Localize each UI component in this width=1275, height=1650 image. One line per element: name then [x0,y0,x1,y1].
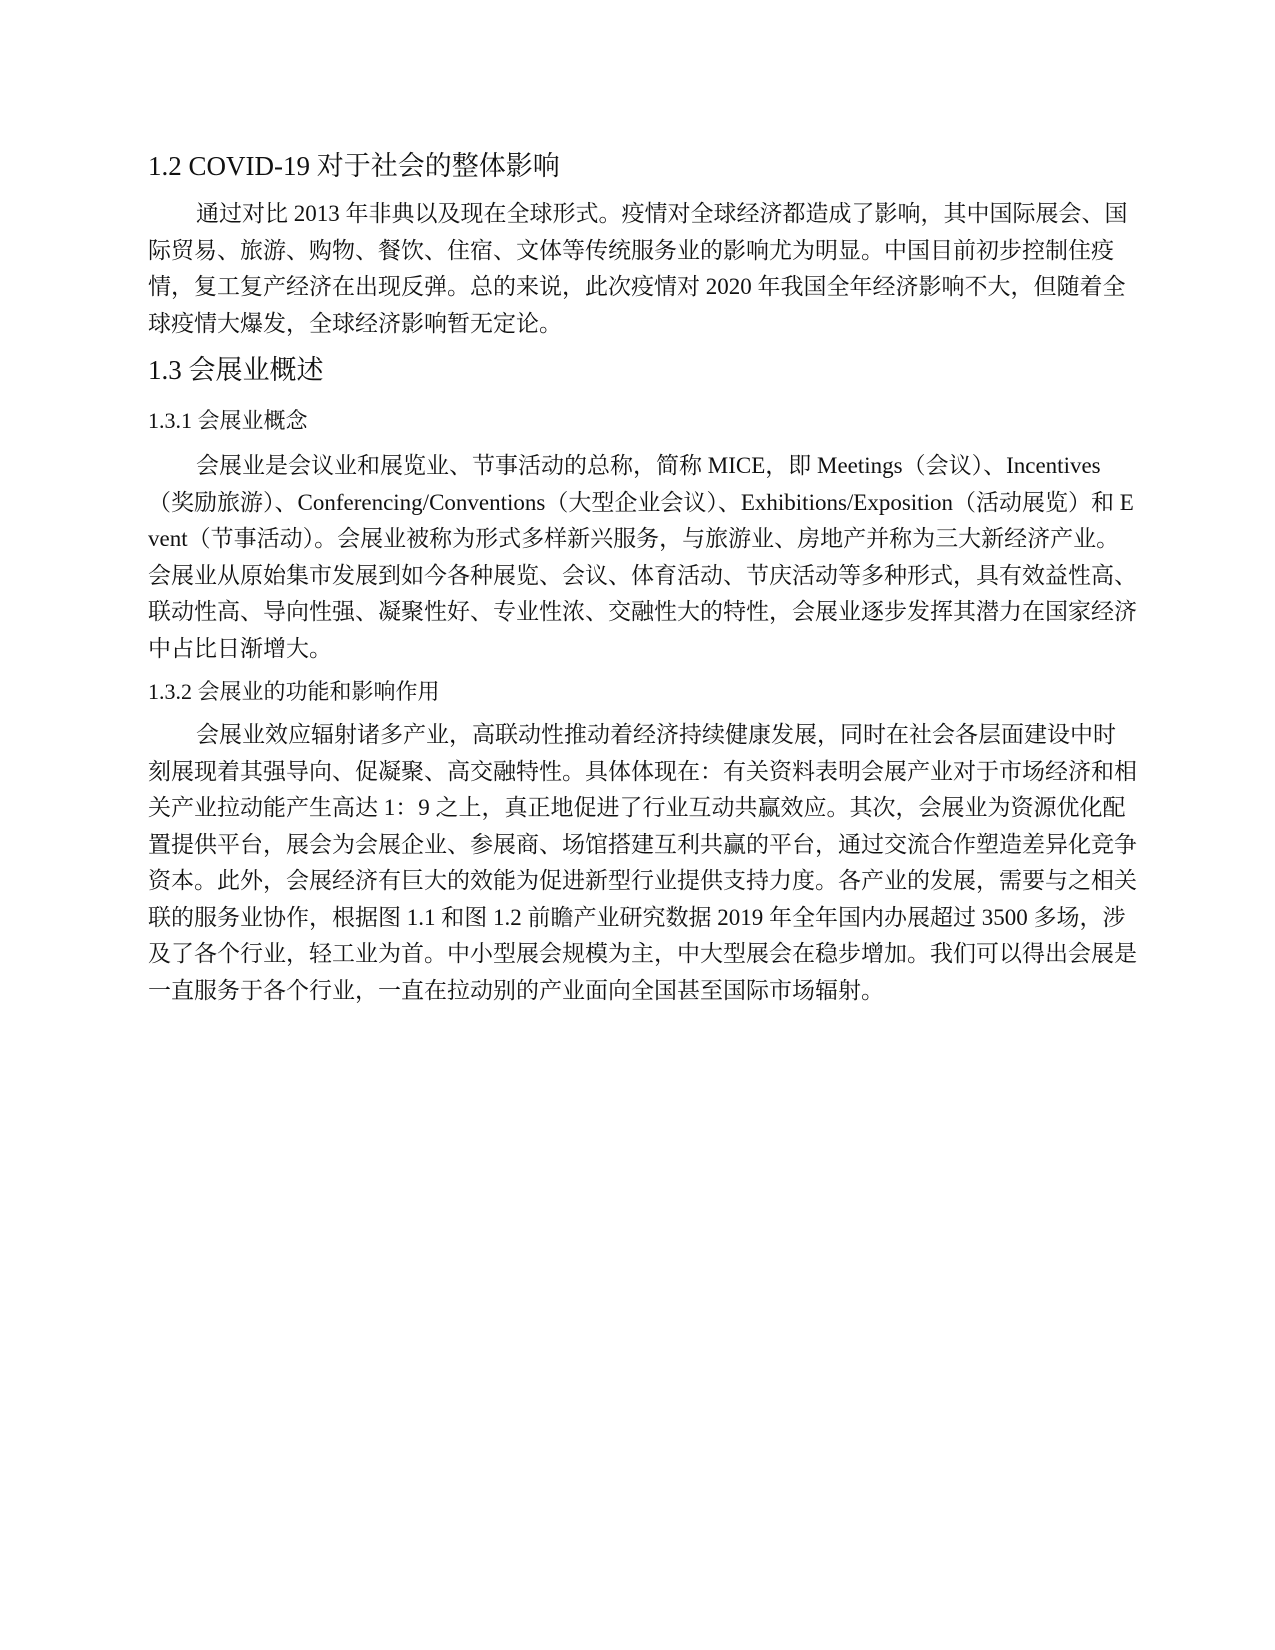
paragraph-mice-concept: 会展业是会议业和展览业、节事活动的总称，简称 MICE，即 Meetings（会议）、Incentives（奖励旅游）、Conferencing/Conventions（大型企业会议）、Exhibitions/Exposition（活动展览）和 Event（节事活动）。会展业被称为形式多样新兴服务，与旅游业、房地产并称为三大新经济产业。会展业从原始集市发展到如今各种展览、会议、体育活动、节庆活动等多种形式，具有效益性高、联动性高、导向性强、凝聚性好、专业性浓、交融性大的特性，会展业逐步发挥其潜力在国家经济中占比日渐增大。 [148,453,1137,661]
section-heading-1-3: 1.3 会展业概述 [148,355,324,385]
paragraph-covid-impact: 通过对比 2013 年非典以及现在全球形式。疫情对全球经济都造成了影响，其中国际展会、国际贸易、旅游、购物、餐饮、住宿、文体等传统服务业的影响尤为明显。中国目前初步控制住疫情，复工复产经济在出现反弹。总的来说，此次疫情对 2020 年我国全年经济影响不大，但随着全球疫情大爆发，全球经济影响暂无定论。 [148,201,1128,336]
paragraph-mice-functions: 会展业效应辐射诸多产业，高联动性推动着经济持续健康发展，同时在社会各层面建设中时刻展现着其强导向、促凝聚、高交融特性。具体体现在：有关资料表明会展产业对于市场经济和相关产业拉动能产生高达 1：9 之上，真正地促进了行业互动共赢效应。其次，会展业为资源优化配置提供平台，展会为会展企业、参展商、场馆搭建互利共赢的平台，通过交流合作塑造差异化竞争资本。此外，会展经济有巨大的效能为促进新型行业提供支持力度。各产业的发展，需要与之相关联的服务业协作，根据图 1.1 和图 1.2 前瞻产业研究数据 2019 年全年国内办展超过 3500 多场，涉及了各个行业，轻工业为首。中小型展会规模为主，中大型展会在稳步增加。我们可以得出会展是一直服务于各个行业，一直在拉动别的产业面向全国甚至国际市场辐射。 [148,722,1137,1003]
section-heading-1-3-1: 1.3.1 会展业概念 [148,408,308,433]
section-heading-1-3-2: 1.3.2 会展业的功能和影响作用 [148,679,440,704]
section-heading-1-2: 1.2 COVID-19 对于社会的整体影响 [148,151,560,181]
document-page [148,148,1138,1009]
